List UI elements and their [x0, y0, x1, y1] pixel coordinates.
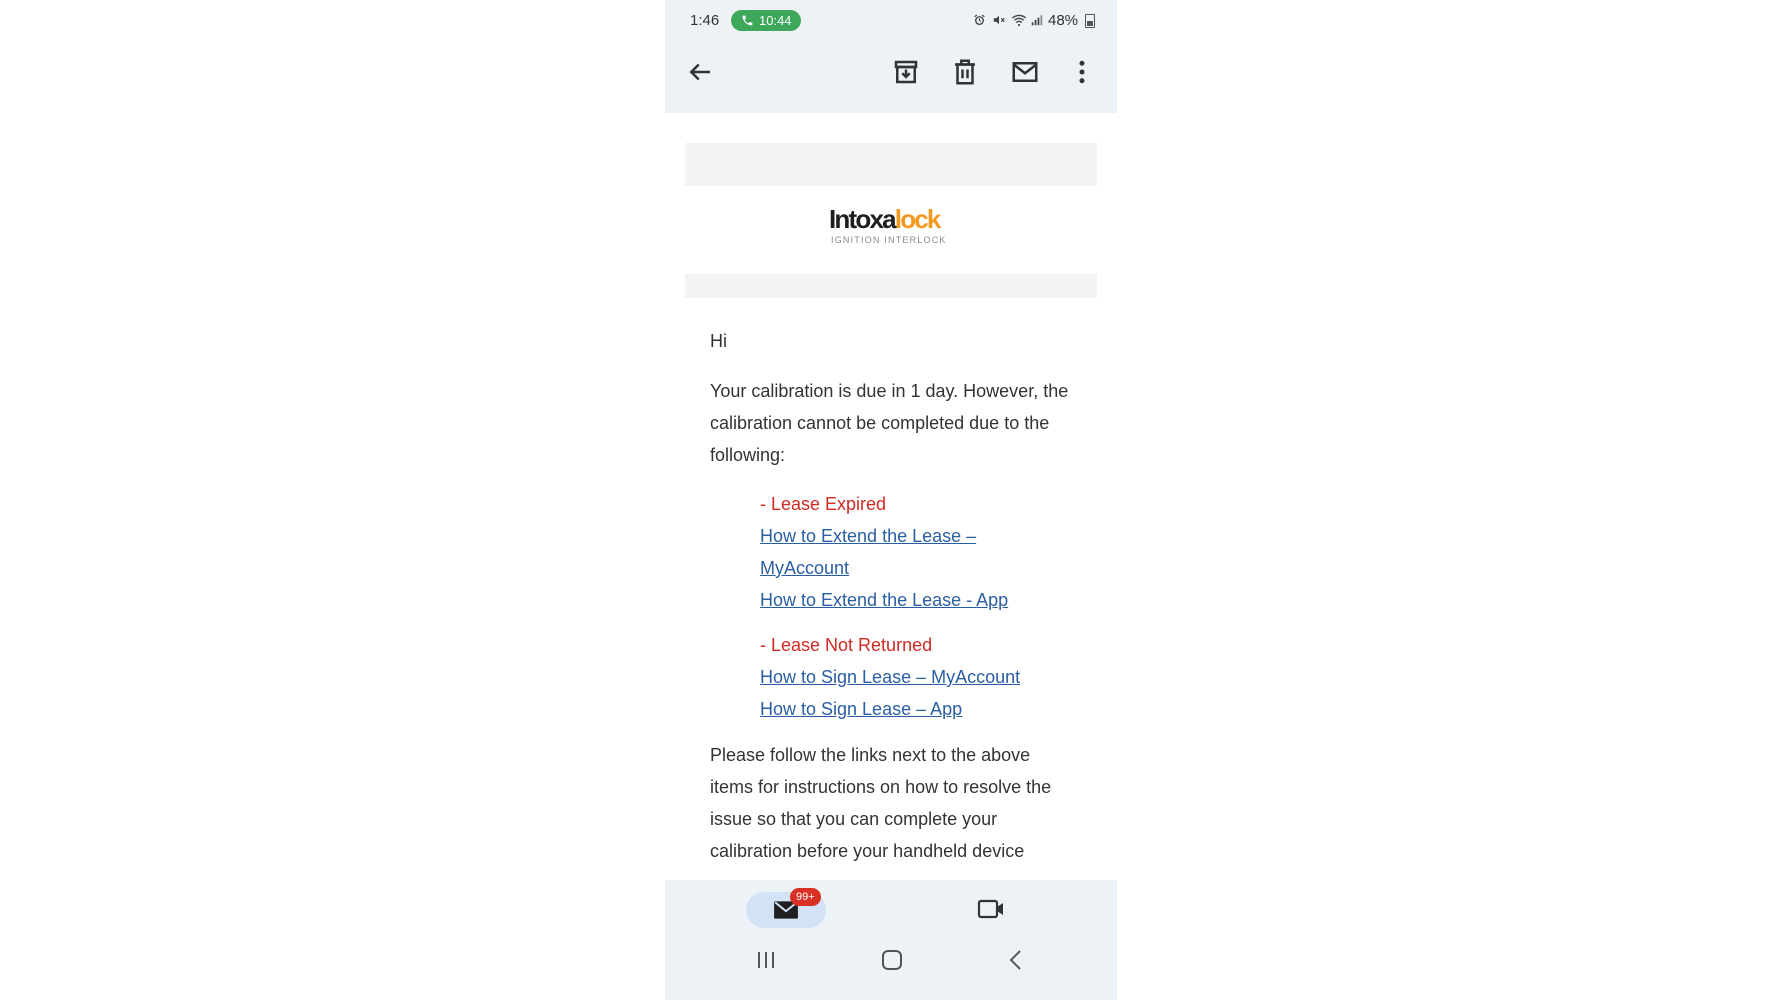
logo-banner — [685, 186, 1097, 274]
recent-apps-button[interactable] — [755, 950, 777, 975]
top-bar — [665, 0, 1117, 113]
bottom-navigation — [665, 880, 1117, 1000]
meet-video-icon — [977, 898, 1005, 920]
issue-title: - Lease Not Returned — [760, 635, 933, 655]
more-options-button[interactable] — [1067, 57, 1097, 87]
delete-button[interactable] — [950, 57, 980, 87]
home-button[interactable] — [881, 950, 903, 975]
home-icon — [881, 950, 903, 970]
intro-paragraph: Your calibration is due in 1 day. However, the calibration cannot be completed due to the following: — [710, 381, 1069, 465]
ongoing-call-pill[interactable] — [731, 10, 801, 31]
header-band — [685, 143, 1097, 186]
mark-unread-icon — [1010, 57, 1040, 87]
recent-apps-icon — [755, 950, 777, 970]
extend-lease-myaccount-link[interactable]: How to Extend the Lease – MyAccount — [760, 526, 977, 578]
intoxalock-logo: Intoxalock IGNITION INTERLOCK — [829, 204, 947, 245]
header-band-bottom — [685, 274, 1097, 298]
back-icon — [1008, 950, 1024, 970]
issue-title: - Lease Expired — [760, 494, 887, 514]
extend-lease-app-link[interactable]: How to Extend the Lease - App — [760, 590, 1009, 610]
greeting: Hi — [710, 331, 727, 351]
closing-paragraph: Please follow the links next to the above items for instructions on how to resolve the issue so that you can complete your calibration before your handheld device — [710, 745, 1052, 861]
status-time: 1:46 — [690, 12, 720, 29]
unread-count-badge: 99+ — [790, 888, 821, 906]
sign-lease-app-link[interactable]: How to Sign Lease – App — [760, 699, 963, 719]
more-options-icon — [1067, 57, 1097, 87]
back-arrow-icon — [685, 57, 715, 87]
archive-button[interactable] — [891, 57, 921, 87]
delete-icon — [950, 57, 980, 87]
signal-icon — [1030, 12, 1044, 28]
battery-level: 48% — [1048, 12, 1079, 29]
mark-unread-button[interactable] — [1010, 57, 1040, 87]
battery-icon — [1085, 14, 1095, 28]
mute-icon — [992, 12, 1006, 28]
phone-screen — [665, 0, 1117, 1000]
email-body — [685, 143, 1097, 880]
system-back-button[interactable] — [1008, 950, 1024, 975]
wifi-icon — [1011, 12, 1027, 28]
phone-icon — [741, 14, 754, 27]
sign-lease-myaccount-link[interactable]: How to Sign Lease – MyAccount — [760, 667, 1021, 687]
call-duration: 10:44 — [759, 13, 792, 28]
alarm-icon — [973, 12, 986, 28]
archive-icon — [891, 57, 921, 87]
back-button[interactable] — [685, 57, 715, 87]
meet-tab[interactable] — [977, 898, 1005, 925]
